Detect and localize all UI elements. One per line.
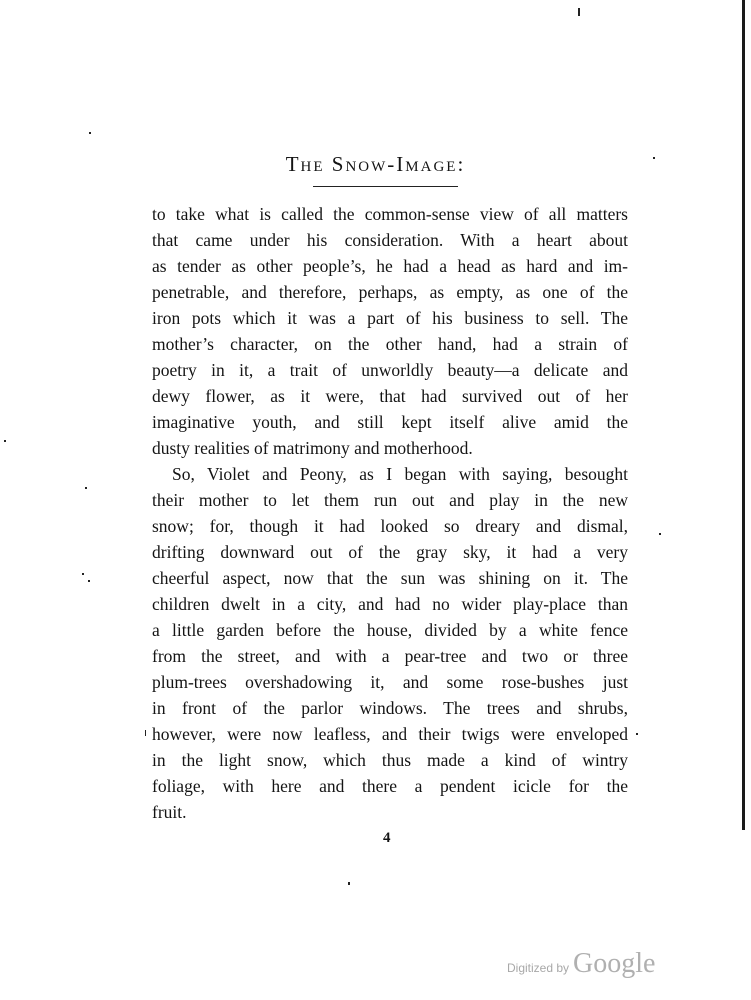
- scan-speck: [85, 487, 87, 489]
- text-line: their mother to let them run out and play in the new: [152, 490, 628, 510]
- text-line: poetry in it, a trait of unworldly beauty—a delicate and: [152, 360, 628, 380]
- text-line: iron pots which it was a part of his business to sell. The: [152, 308, 628, 328]
- header-rule: [313, 186, 458, 187]
- scan-speck: [578, 8, 580, 16]
- scan-speck: [88, 580, 90, 582]
- text-line: to take what is called the common-sense view of all matters: [152, 204, 628, 224]
- watermark-brand: Google: [573, 948, 656, 979]
- text-line: children dwelt in a city, and had no wider play-place than: [152, 594, 628, 614]
- scan-speck: [4, 440, 6, 442]
- text-line: however, were now leafless, and their twigs were enveloped: [152, 724, 628, 744]
- scan-speck: [82, 573, 84, 575]
- watermark-prefix: Digitized by: [507, 961, 570, 975]
- scan-speck: [636, 733, 638, 735]
- text-line: plum-trees overshadowing it, and some rose-bushes just: [152, 672, 628, 692]
- scan-speck: [653, 157, 655, 159]
- page-number: 4: [383, 830, 391, 846]
- text-line: mother’s character, on the other hand, had a strain of: [152, 334, 628, 354]
- scan-speck: [89, 132, 91, 134]
- text-line: imaginative youth, and still kept itself alive amid the: [152, 412, 628, 432]
- text-line: a little garden before the house, divided by a white fence: [152, 620, 628, 640]
- text-line: in the light snow, which thus made a kind of wintry: [152, 750, 628, 770]
- text-line: dusty realities of matrimony and motherhood.: [152, 438, 473, 458]
- paragraph-2: [152, 461, 628, 825]
- digitized-watermark: [507, 948, 655, 980]
- scan-edge-shadow: [742, 0, 745, 830]
- text-line: as tender as other people’s, he had a head as hard and im-: [152, 256, 628, 276]
- paragraph-1: [152, 201, 628, 461]
- text-line: dewy flower, as it were, that had survived out of her: [152, 386, 628, 406]
- running-header: The Snow-Image:: [285, 152, 466, 176]
- text-line: fruit.: [152, 802, 187, 822]
- scan-speck: [659, 533, 661, 535]
- text-line: drifting downward out of the gray sky, it had a very: [152, 542, 628, 562]
- text-line: snow; for, though it had looked so dreary and dismal,: [152, 516, 628, 536]
- scan-speck: [145, 730, 146, 736]
- scan-speck: [348, 882, 350, 885]
- text-line: from the street, and with a pear-tree and two or three: [152, 646, 628, 666]
- text-line: that came under his consideration. With a heart about: [152, 230, 628, 250]
- text-line: cheerful aspect, now that the sun was shining on it. The: [152, 568, 628, 588]
- text-line: So, Violet and Peony, as I began with saying, besought: [172, 464, 628, 484]
- text-line: penetrable, and therefore, perhaps, as empty, as one of the: [152, 282, 628, 302]
- text-line: in front of the parlor windows. The trees and shrubs,: [152, 698, 628, 718]
- text-line: foliage, with here and there a pendent icicle for the: [152, 776, 628, 796]
